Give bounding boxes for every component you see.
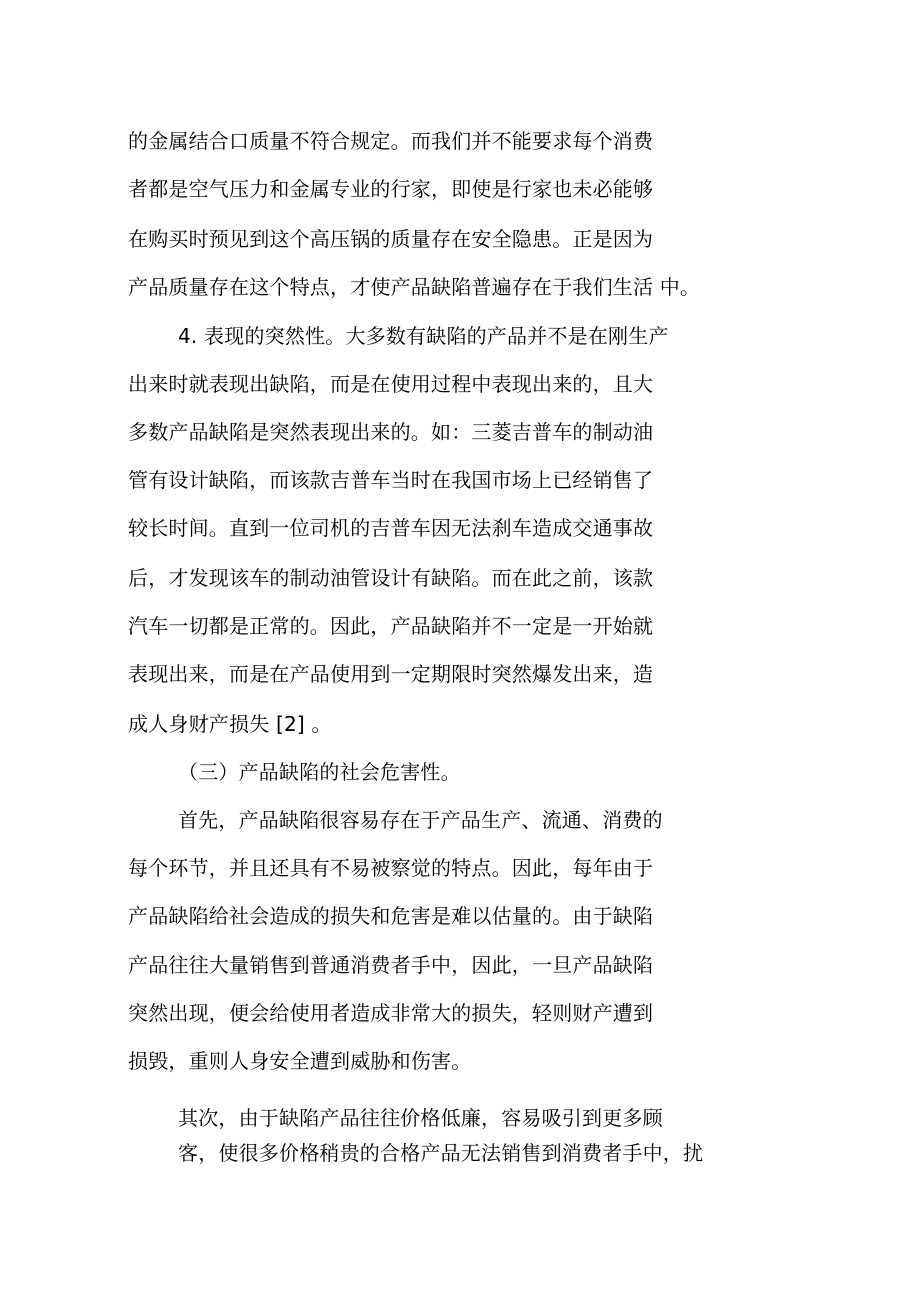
text-line: 成人身财产损失 [2] 。 xyxy=(128,712,332,736)
text-line: 损毁，重则人身安全遭到威胁和伤害。 xyxy=(128,1049,472,1073)
text-line: 产品往往大量销售到普通消费者手中，因此，一旦产品缺陷 xyxy=(128,953,654,977)
text-line: 出来时就表现出缺陷，而是在使用过程中表现出来的，且大 xyxy=(128,372,654,396)
text-line: 产品缺陷给社会造成的损失和危害是难以估量的。由于缺陷 xyxy=(128,904,654,928)
text-line: 首先，产品缺陷很容易存在于产品生产、流通、消费的 xyxy=(178,808,663,832)
text-line: 者都是空气压力和金属专业的行家，即使是行家也未必能够 xyxy=(128,177,654,201)
text-line: 的金属结合口质量不符合规定。而我们并不能要求每个消费 xyxy=(128,129,654,153)
text-line: 在购买时预见到这个高压锅的质量存在安全隐患。正是因为 xyxy=(128,227,654,251)
text-line: 后，才发现该车的制动油管设计有缺陷。而在此之前，该款 xyxy=(128,566,654,590)
text-line: 其次，由于缺陷产品往往价格低廉，容易吸引到更多顾 xyxy=(178,1106,663,1130)
section-heading: （三）产品缺陷的社会危害性。 xyxy=(178,760,461,784)
text-line: 表现出来，而是在产品使用到一定期限时突然爆发出来，造 xyxy=(128,662,654,686)
text-line: 产品质量存在这个特点，才使产品缺陷普遍存在于我们生活 中。 xyxy=(128,275,701,299)
text-line: 4. 表现的突然性。大多数有缺陷的产品并不是在刚生产 xyxy=(178,324,669,348)
text-line: 每个环节，并且还具有不易被察觉的特点。因此，每年由于 xyxy=(128,856,654,880)
text-line: 突然出现，便会给使用者造成非常大的损失，轻则财产遭到 xyxy=(128,1001,654,1025)
text-line: 多数产品缺陷是突然表现出来的。如：三菱吉普车的制动油 xyxy=(128,420,654,444)
text-line: 管有设计缺陷，而该款吉普车当时在我国市场上已经销售了 xyxy=(128,468,654,492)
text-line: 客，使很多价格稍贵的合格产品无法销售到消费者手中，扰 xyxy=(178,1141,704,1165)
text-line: 汽车一切都是正常的。因此，产品缺陷并不一定是一开始就 xyxy=(128,614,654,638)
text-line: 较长时间。直到一位司机的吉普车因无法刹车造成交通事故 xyxy=(128,516,654,540)
